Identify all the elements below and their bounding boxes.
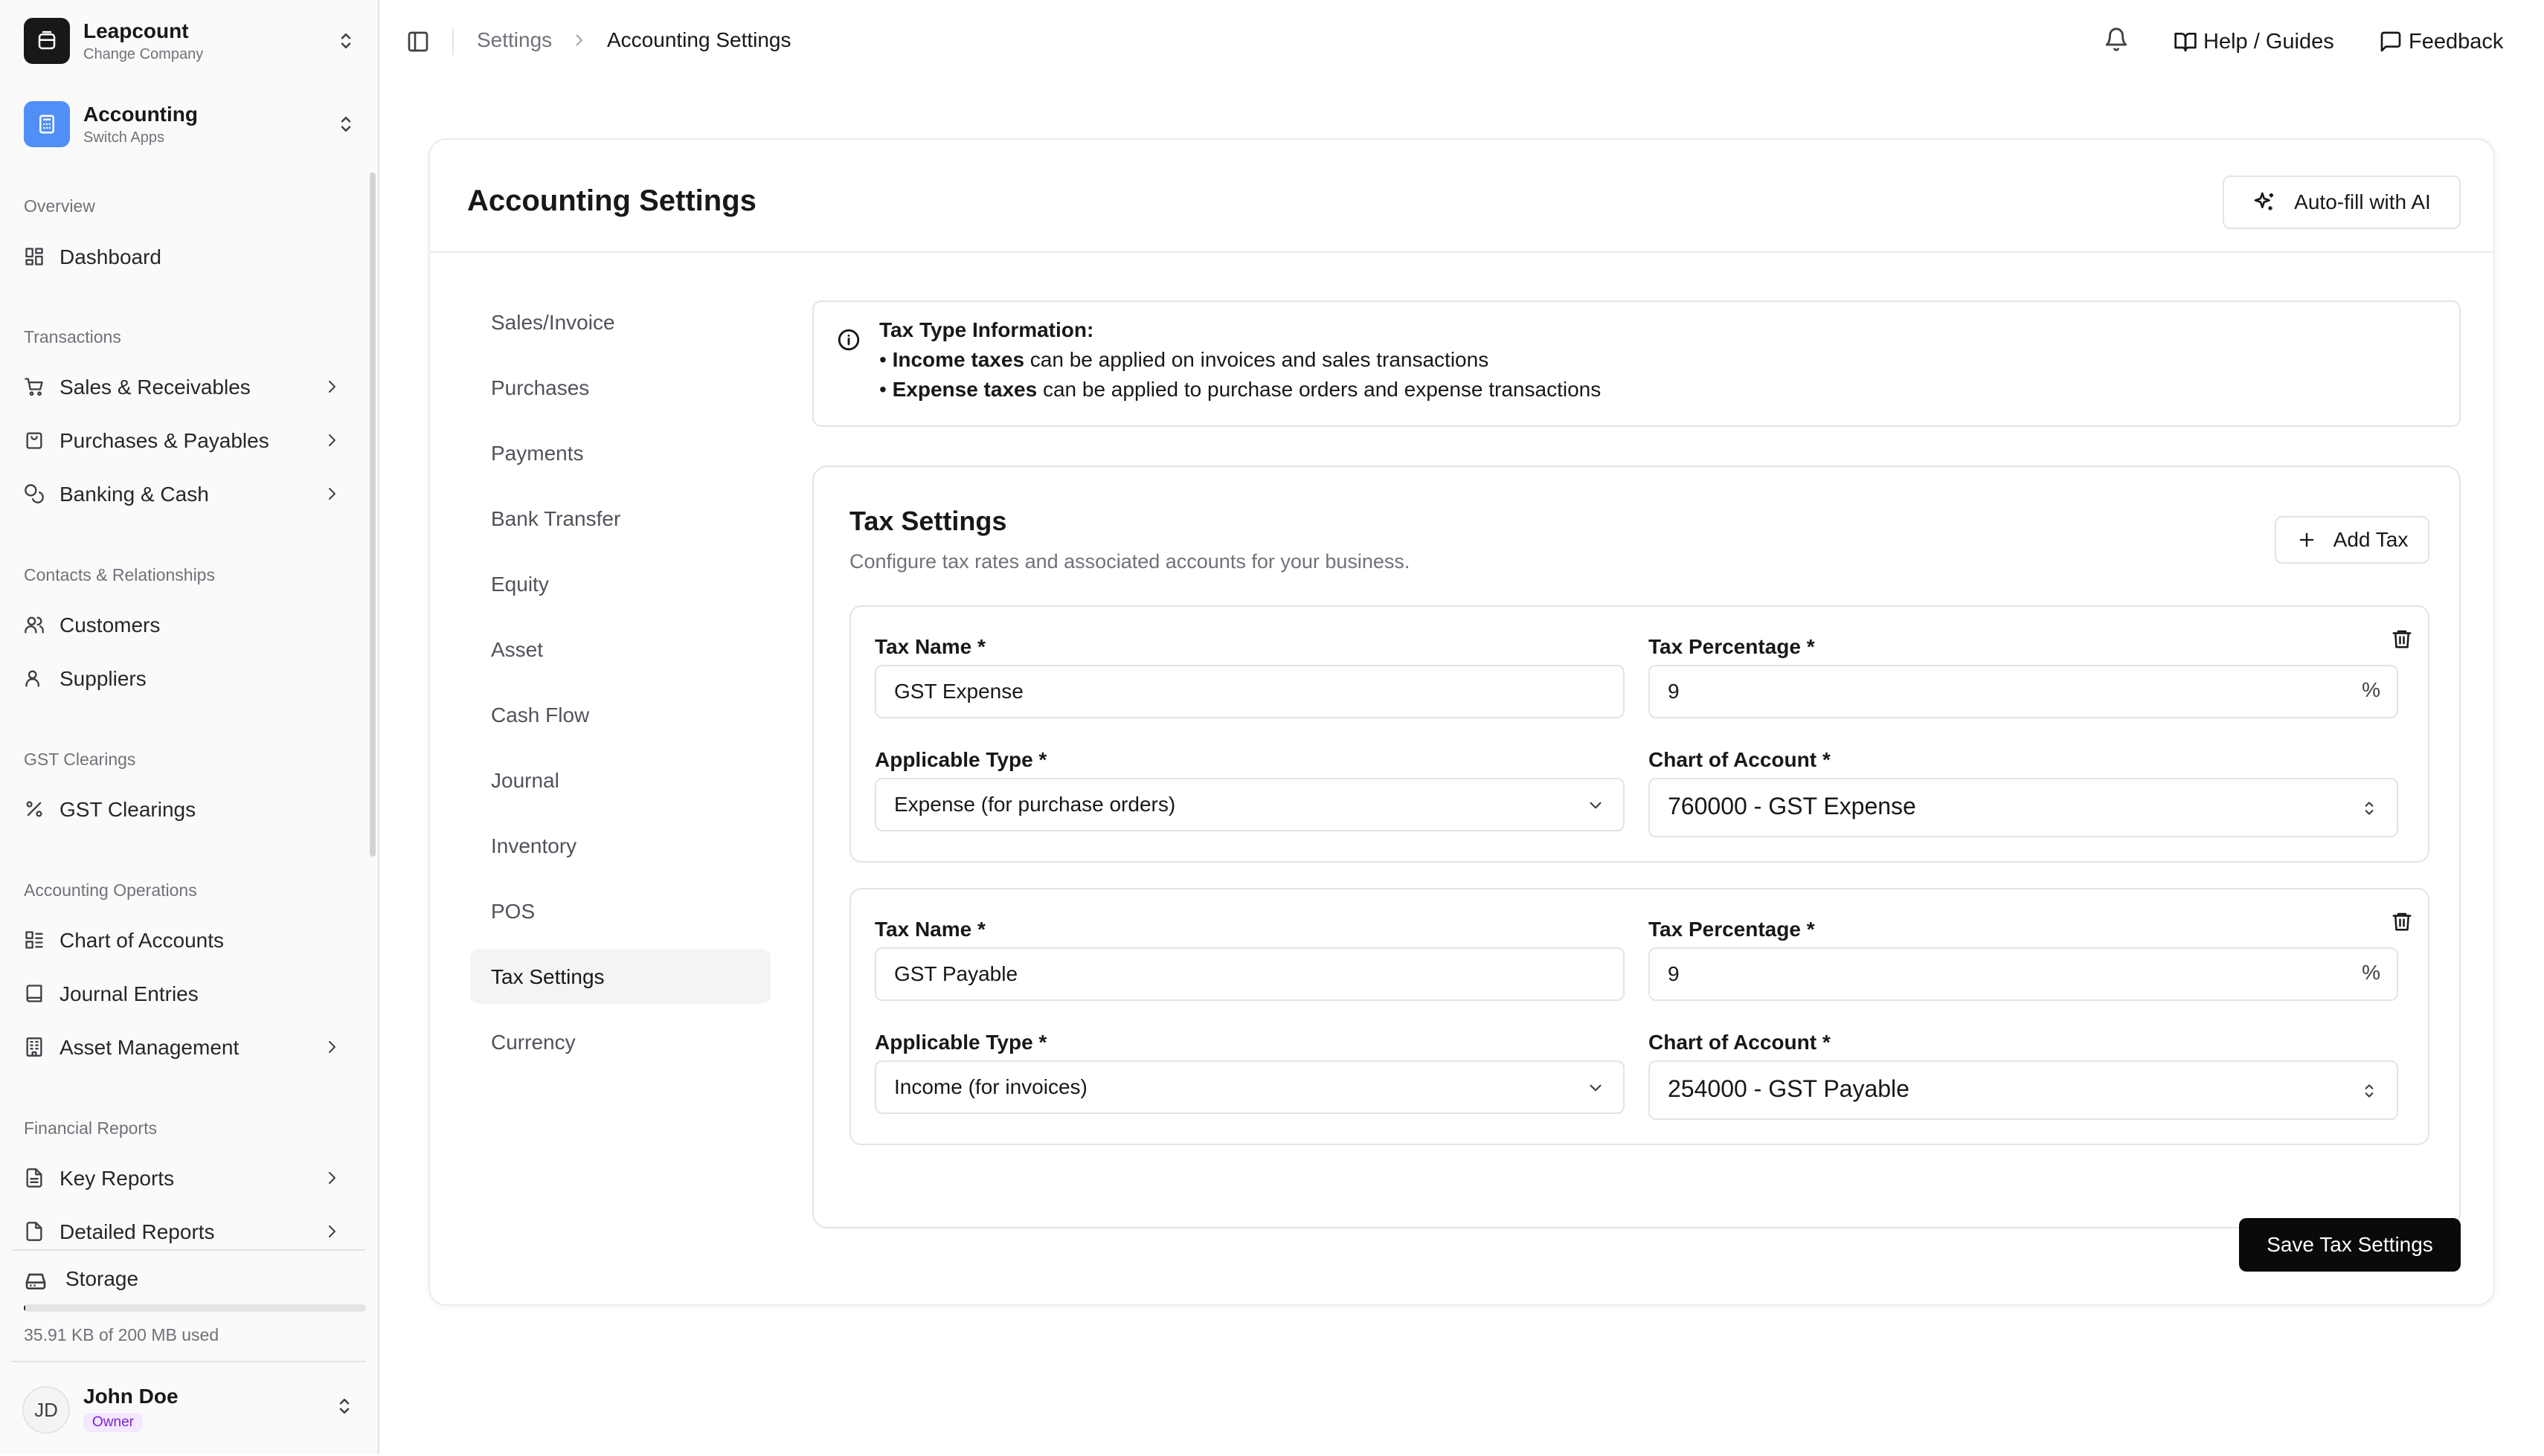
add-tax-button[interactable] — [2275, 516, 2429, 564]
sidebar-item-sales-receivables[interactable] — [12, 364, 354, 410]
save-tax-settings-button[interactable]: Save Tax Settings — [2239, 1218, 2461, 1272]
tax-name-value: GST Expense — [894, 680, 1024, 703]
sidebar-item-label: Detailed Reports — [60, 1220, 215, 1243]
breadcrumb-current: Accounting Settings — [607, 28, 791, 51]
plus-icon — [2296, 529, 2317, 550]
app-switcher[interactable] — [22, 100, 357, 149]
storage-progress-fill — [24, 1304, 25, 1312]
tax-percentage-input[interactable] — [1648, 947, 2398, 1001]
settings-tab-label: Cash Flow — [491, 703, 590, 727]
bell-icon[interactable] — [2104, 27, 2129, 52]
chevrons-up-down-icon — [2360, 1081, 2379, 1101]
settings-tab-sales-invoice[interactable] — [470, 294, 771, 349]
sidebar-item-journal-entries[interactable] — [12, 970, 354, 1017]
sidebar-item-label: Chart of Accounts — [60, 929, 225, 952]
bag-icon — [24, 430, 45, 451]
sidebar-item-banking-cash[interactable] — [12, 471, 354, 517]
nav-group-financial-reports: Financial Reports — [24, 1118, 157, 1138]
percent-suffix: % — [2362, 961, 2380, 984]
tax-percentage-label: Tax Percentage * — [1648, 635, 1815, 658]
tax-item — [849, 888, 2429, 1145]
info-line-income — [879, 348, 1488, 372]
sidebar-item-dashboard[interactable] — [12, 233, 354, 280]
percent-icon — [24, 799, 45, 819]
tax-percentage-input[interactable] — [1648, 665, 2398, 718]
info-bold: Income taxes — [892, 348, 1025, 371]
applicable-type-value: Expense (for purchase orders) — [894, 793, 1176, 816]
nav-group-transactions: Transactions — [24, 327, 121, 347]
feedback-label: Feedback — [2409, 29, 2504, 54]
info-title: Tax Type Information: — [879, 318, 1094, 341]
sidebar-item-gst-clearings[interactable] — [12, 786, 354, 832]
settings-tab-pos[interactable] — [470, 883, 771, 938]
settings-tab-inventory[interactable] — [470, 818, 771, 873]
chevron-down-icon — [1586, 796, 1605, 815]
chart-of-account-label: Chart of Account * — [1648, 748, 1831, 771]
sidebar-item-customers[interactable] — [12, 602, 354, 648]
sidebar — [0, 0, 379, 1455]
list-icon — [24, 930, 45, 950]
chevrons-up-down-icon — [335, 30, 357, 52]
nav-group-gst: GST Clearings — [24, 750, 136, 769]
settings-tab-label: Inventory — [491, 834, 577, 857]
calculator-icon — [24, 101, 70, 147]
storage-label: Storage — [65, 1267, 139, 1290]
tax-percentage-value: 9 — [1668, 962, 1680, 985]
sidebar-item-key-reports[interactable] — [12, 1155, 354, 1201]
user-menu[interactable] — [12, 1361, 366, 1456]
tax-type-info — [812, 300, 2461, 427]
app-switch-hint: Switch Apps — [83, 129, 164, 146]
sidebar-toggle-icon[interactable] — [406, 30, 430, 54]
applicable-type-select[interactable] — [875, 1060, 1625, 1114]
company-switcher[interactable] — [22, 16, 357, 65]
role-badge: Owner — [83, 1413, 143, 1432]
tax-percentage-label: Tax Percentage * — [1648, 918, 1815, 941]
settings-tab-label: Sales/Invoice — [491, 311, 615, 334]
settings-tab-label: Asset — [491, 638, 544, 661]
topbar-divider — [452, 28, 454, 55]
coins-icon — [24, 483, 45, 504]
info-icon — [836, 327, 861, 352]
info-bullet: • — [879, 378, 887, 401]
sidebar-item-label: Dashboard — [60, 245, 161, 268]
autofill-label: Auto-fill with AI — [2294, 190, 2431, 213]
app-name: Accounting — [83, 103, 198, 126]
tax-settings-subtitle: Configure tax rates and associated accounts for your business. — [849, 550, 1410, 573]
file-text-icon — [24, 1221, 45, 1242]
info-text: can be applied to purchase orders and expense transactions — [1037, 378, 1602, 401]
percent-suffix: % — [2362, 678, 2380, 701]
company-switch-hint: Change Company — [83, 46, 204, 62]
chevrons-up-down-icon — [335, 113, 357, 135]
chevron-right-icon — [323, 1038, 341, 1056]
tax-name-label: Tax Name * — [875, 918, 986, 941]
chart-of-account-value: 760000 - GST Expense — [1668, 793, 1916, 819]
help-guides-button[interactable] — [2174, 25, 2334, 58]
settings-tab-tax-settings[interactable] — [470, 949, 771, 1004]
tax-percentage-value: 9 — [1668, 680, 1680, 703]
info-text: can be applied on invoices and sales transactions — [1024, 348, 1489, 371]
nav-group-accounting-ops: Accounting Operations — [24, 880, 197, 900]
chart-of-account-select[interactable] — [1648, 1060, 2398, 1120]
add-tax-label: Add Tax — [2333, 528, 2409, 551]
tax-name-input[interactable] — [875, 947, 1625, 1001]
chevron-right-icon — [570, 31, 588, 49]
chevron-right-icon — [323, 1169, 341, 1187]
chevrons-up-down-icon — [2360, 799, 2379, 818]
applicable-type-select[interactable] — [875, 778, 1625, 831]
tax-name-value: GST Payable — [894, 962, 1018, 985]
settings-tab-purchases[interactable] — [470, 360, 771, 415]
dashboard-icon — [24, 246, 45, 267]
user-name: John Doe — [83, 1385, 179, 1408]
settings-tab-payments[interactable] — [470, 425, 771, 480]
sidebar-item-detailed-reports[interactable] — [12, 1208, 354, 1246]
delete-tax-button[interactable] — [2391, 910, 2413, 932]
autofill-ai-button[interactable] — [2223, 175, 2461, 229]
info-line-expense — [879, 378, 1601, 402]
tax-name-label: Tax Name * — [875, 635, 986, 658]
chevron-down-icon — [1586, 1078, 1605, 1098]
info-bullet: • — [879, 348, 887, 371]
help-guides-label: Help / Guides — [2203, 29, 2334, 54]
company-name: Leapcount — [83, 19, 189, 42]
building-icon — [24, 1037, 45, 1057]
settings-tab-label: Bank Transfer — [491, 507, 621, 530]
storage-progress — [24, 1304, 366, 1312]
cart-icon — [24, 376, 45, 397]
sidebar-item-label: Key Reports — [60, 1167, 175, 1190]
topbar — [379, 0, 2544, 83]
company-logo-icon — [24, 18, 70, 64]
settings-tab-bank-transfer[interactable] — [470, 491, 771, 546]
settings-card — [428, 138, 2495, 1306]
settings-tab-equity[interactable] — [470, 556, 771, 611]
avatar: JD — [22, 1386, 70, 1434]
chevron-right-icon — [323, 485, 341, 503]
applicable-type-label: Applicable Type * — [875, 1031, 1047, 1054]
settings-tab-label: Currency — [491, 1031, 576, 1054]
chevron-right-icon — [323, 378, 341, 396]
chevron-right-icon — [323, 1223, 341, 1240]
settings-tab-label: Tax Settings — [491, 965, 605, 988]
settings-tab-asset[interactable] — [470, 622, 771, 677]
user-icon — [24, 668, 45, 689]
sidebar-item-label: Suppliers — [60, 667, 147, 690]
storage-widget — [12, 1249, 366, 1362]
settings-tab-label: POS — [491, 900, 536, 923]
settings-tab-label: Journal — [491, 769, 559, 792]
delete-tax-button[interactable] — [2391, 628, 2413, 650]
sidebar-item-label: Purchases & Payables — [60, 429, 269, 452]
info-bold: Expense taxes — [892, 378, 1038, 401]
chevrons-up-down-icon — [333, 1395, 356, 1417]
settings-tab-currency[interactable] — [470, 1014, 771, 1069]
message-square-icon — [2379, 30, 2403, 54]
breadcrumb-settings[interactable]: Settings — [477, 28, 553, 51]
sidebar-item-purchases-payables[interactable] — [12, 417, 354, 463]
sidebar-item-label: Banking & Cash — [60, 483, 209, 506]
sidebar-item-asset-management[interactable] — [12, 1024, 354, 1070]
nav-group-contacts: Contacts & Relationships — [24, 565, 215, 584]
applicable-type-value: Income (for invoices) — [894, 1075, 1088, 1098]
trash-icon — [2391, 910, 2413, 932]
chevron-right-icon — [323, 431, 341, 449]
sidebar-item-chart-of-accounts[interactable] — [12, 917, 354, 963]
page-title: Accounting Settings — [467, 184, 757, 217]
settings-tab-cash-flow[interactable] — [470, 687, 771, 742]
sidebar-item-label: Customers — [60, 613, 161, 637]
settings-tab-label: Purchases — [491, 376, 590, 399]
storage-usage: 35.91 KB of 200 MB used — [24, 1325, 219, 1344]
nav-group-overview: Overview — [24, 196, 95, 216]
sidebar-item-label: Asset Management — [60, 1036, 240, 1059]
applicable-type-label: Applicable Type * — [875, 748, 1047, 771]
settings-tab-label: Payments — [491, 442, 584, 465]
chart-of-account-label: Chart of Account * — [1648, 1031, 1831, 1054]
feedback-button[interactable] — [2379, 25, 2503, 58]
trash-icon — [2391, 628, 2413, 650]
sidebar-item-label: GST Clearings — [60, 798, 196, 821]
file-icon — [24, 1167, 45, 1188]
book-open-icon — [2174, 30, 2197, 54]
book-icon — [24, 983, 45, 1004]
sidebar-scrollbar[interactable] — [370, 173, 376, 857]
tax-settings-panel — [812, 466, 2461, 1228]
tax-item — [849, 605, 2429, 863]
chart-of-account-value: 254000 - GST Payable — [1668, 1075, 1909, 1102]
sidebar-nav — [0, 171, 379, 1246]
tax-name-input[interactable] — [875, 665, 1625, 718]
sparkles-icon — [2252, 190, 2276, 214]
settings-tab-journal[interactable] — [470, 753, 771, 808]
sidebar-item-suppliers[interactable] — [12, 655, 354, 701]
sidebar-item-label: Sales & Receivables — [60, 376, 251, 399]
users-icon — [24, 614, 45, 635]
tax-settings-title: Tax Settings — [849, 506, 1007, 536]
settings-tab-label: Equity — [491, 573, 549, 596]
sidebar-item-label: Journal Entries — [60, 982, 199, 1005]
chart-of-account-select[interactable] — [1648, 778, 2398, 837]
card-divider — [430, 251, 2493, 253]
hard-drive-icon — [24, 1269, 48, 1292]
